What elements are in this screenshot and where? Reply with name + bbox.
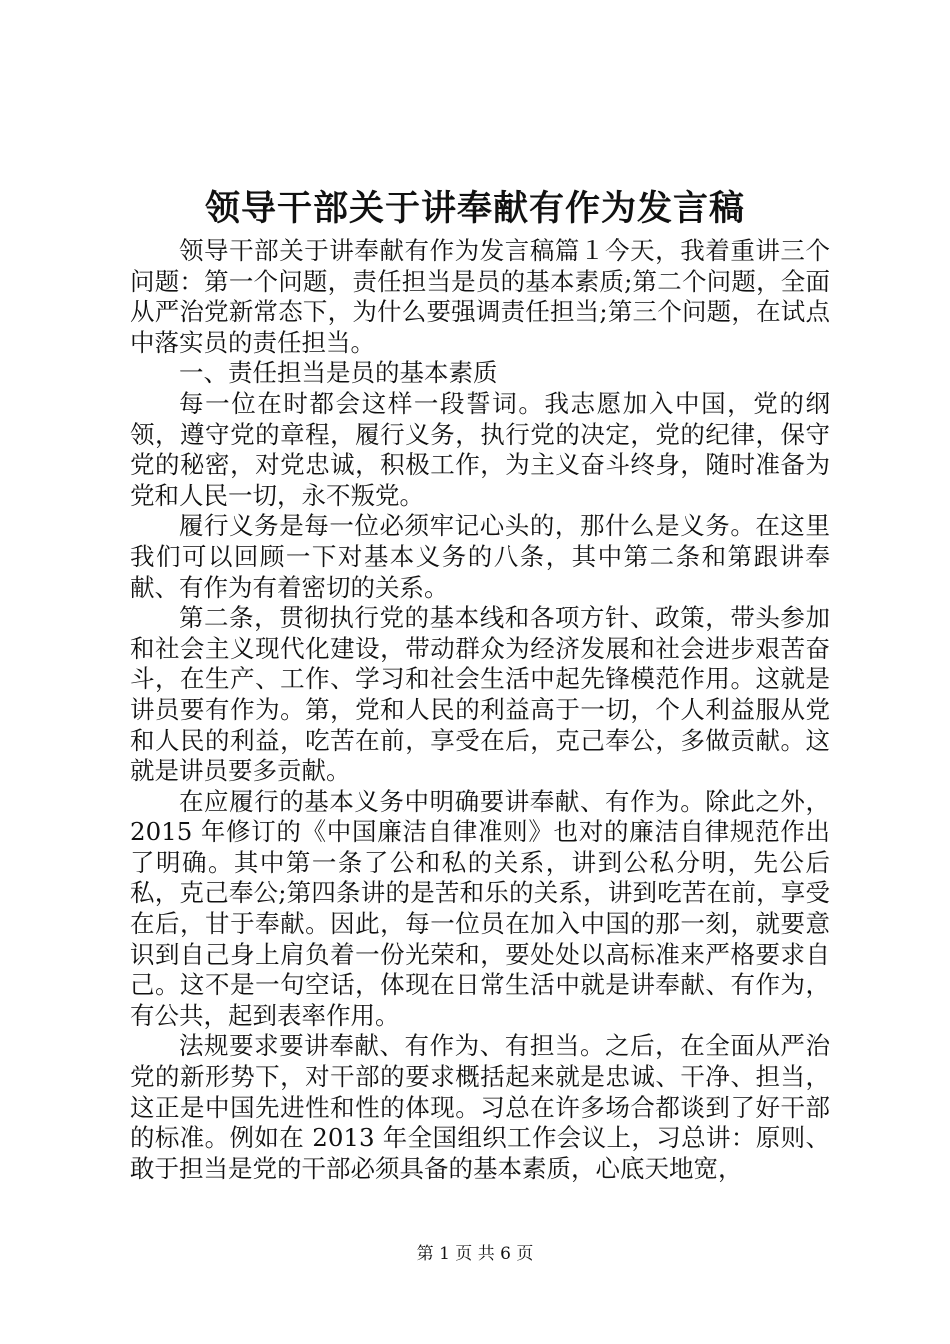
paragraph: 第二条，贯彻执行党的基本线和各项方针、政策，带头参加和社会主义现代化建设，带动群众为经济发展和社会进步艰苦奋斗，在生产、工作、学习和社会生活中起先锋模范作用。这就是讲员要有作为。第，党和人民的利益高于一切，个人利益服从党和人民的利益，吃苦在前，享受在后，克己奉公，多做贡献。这就是讲员要多贡献。 — [130, 603, 830, 786]
paragraph: 在应履行的基本义务中明确要讲奉献、有作为。除此之外，2015 年修订的《中国廉洁自律准则》也对的廉洁自律规范作出了明确。其中第一条了公和私的关系，讲到公私分明，先公后私，克己奉公;第四条讲的是苦和乐的关系，讲到吃苦在前，享受在后，甘于奉献。因此，每一位员在加入中国的那一刻，就要意识到自己身上肩负着一份光荣和，要处处以高标准来严格要求自己。这不是一句空话，体现在日常生活中就是讲奉献、有作为，有公共，起到表率作用。 — [130, 786, 830, 1030]
section-heading: 一、责任担当是员的基本素质 — [179, 358, 498, 388]
paragraph: 履行义务是每一位必须牢记心头的，那什么是义务。在这里我们可以回顾一下对基本义务的八条，其中第二条和第跟讲奉献、有作为有着密切的关系。 — [130, 511, 830, 602]
paragraph: 领导干部关于讲奉献有作为发言稿篇１今天，我着重讲三个问题：第一个问题，责任担当是员的基本素质;第二个问题，全面从严治党新常态下，为什么要强调责任担当;第三个问题，在试点中落实员的责任担当。 — [130, 236, 830, 357]
page-footer: 第 1 页 共 6 页 — [416, 1244, 534, 1264]
paragraph: 每一位在时都会这样一段誓词。我志愿加入中国，党的纲领，遵守党的章程，履行义务，执行党的决定，党的纪律，保守党的秘密，对党忠诚，积极工作，为主义奋斗终身，随时准备为党和人民一切，永不叛党。 — [130, 388, 830, 510]
document-title: 领导干部关于讲奉献有作为发言稿 — [204, 188, 745, 229]
paragraph: 法规要求要讲奉献、有作为、有担当。之后，在全面从严治党的新形势下，对干部的要求概括起来就是忠诚、干净、担当，这正是中国先进性和性的体现。习总在许多场合都谈到了好干部的标准。例如在 2013 年全国组织工作会议上，习总讲：原则、敢于担当是党的干部必须具备的基本素质，心底天地宽， — [130, 1031, 830, 1183]
document-body — [130, 236, 830, 1184]
